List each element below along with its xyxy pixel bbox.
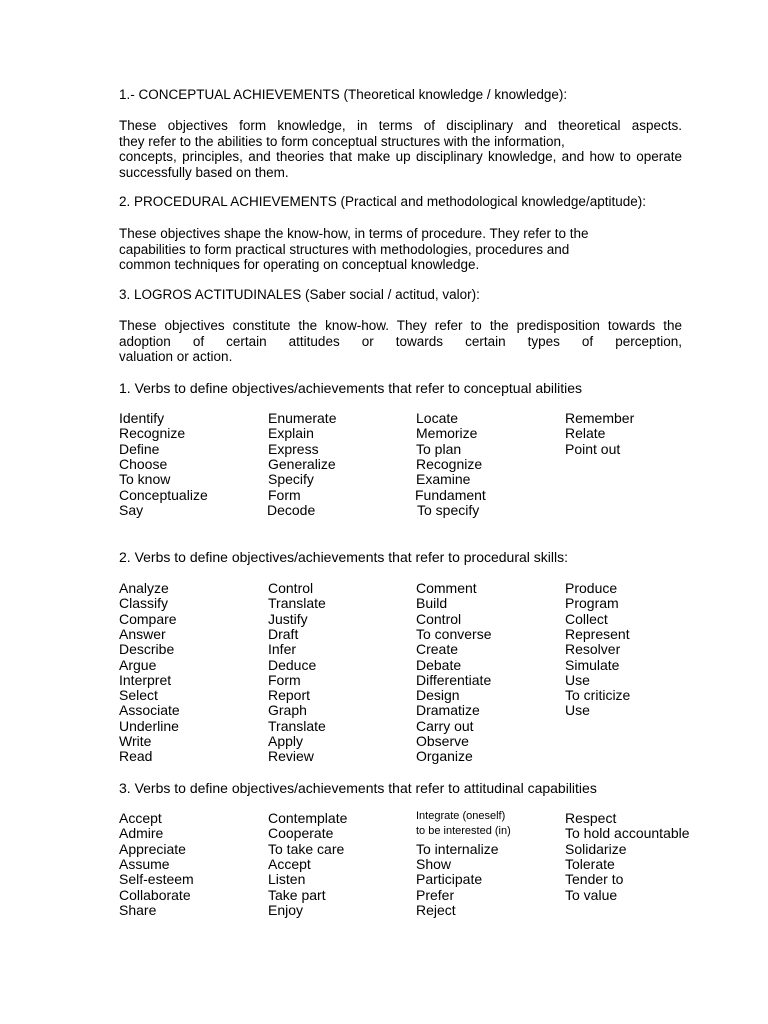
verb-cell: To converse <box>416 625 492 642</box>
verb-cell: Answer <box>119 625 166 642</box>
verb-cell: Solidarize <box>565 840 627 857</box>
conceptual-verbs-title: 1. Verbs to define objectives/achievements that refer to conceptual abilities <box>119 380 583 396</box>
verb-cell: Respect <box>565 810 617 826</box>
verb-row <box>119 842 719 857</box>
verb-cell: Share <box>119 901 157 918</box>
verb-cell: To plan <box>416 440 462 457</box>
verb-cell: Control <box>268 580 314 596</box>
verb-cell: Represent <box>565 625 630 642</box>
verb-cell: Recognize <box>416 455 483 472</box>
verb-cell: Examine <box>416 471 471 488</box>
verb-cell: To internalize <box>416 840 499 857</box>
paragraph-line: valuation or action. <box>119 349 233 364</box>
verb-row <box>119 857 719 872</box>
verb-row <box>119 442 719 457</box>
verb-cell: Specify <box>268 471 314 488</box>
verb-cell: Control <box>416 610 462 627</box>
verb-cell: Program <box>565 595 619 612</box>
verb-cell: Justify <box>268 610 308 627</box>
verb-cell: Comment <box>416 580 477 596</box>
verb-cell: Fundament <box>415 486 486 503</box>
verb-cell: Decode <box>267 501 316 518</box>
verb-cell: Review <box>268 748 314 765</box>
verb-row <box>119 719 719 734</box>
verb-cell: Relate <box>565 425 606 442</box>
verb-cell: Observe <box>416 733 469 749</box>
verb-cell: Listen <box>268 871 306 888</box>
verb-row <box>119 596 719 611</box>
verb-row <box>119 503 719 518</box>
paragraph-line: concepts, principles, and theories that make up disciplinary knowledge, and how to operate <box>119 149 682 164</box>
procedural-heading: 2. PROCEDURAL ACHIEVEMENTS (Practical and methodological knowledge/aptitude): <box>119 194 646 209</box>
conceptual-heading: 1.- CONCEPTUAL ACHIEVEMENTS (Theoretical knowledge / knowledge): <box>119 87 568 102</box>
verb-cell: Take part <box>268 886 326 903</box>
verb-cell: Choose <box>119 455 168 472</box>
paragraph-line: These objectives shape the know-how, in terms of procedure. They refer to the <box>119 226 589 241</box>
verb-cell: Write <box>119 733 152 749</box>
verb-cell: Participate <box>416 871 483 888</box>
verb-cell: Dramatize <box>416 702 480 719</box>
verb-cell: Organize <box>416 748 473 765</box>
verb-cell: Infer <box>268 641 297 658</box>
verb-row <box>119 426 719 441</box>
verb-cell: To take care <box>268 840 345 857</box>
verb-cell: To value <box>565 886 618 903</box>
verb-cell: Remember <box>565 410 635 426</box>
verb-cell: Design <box>416 687 460 704</box>
verb-cell: Translate <box>268 717 326 734</box>
verb-cell: Enjoy <box>268 901 304 918</box>
verb-row <box>119 903 719 918</box>
attitudinal-verbs-title: 3. Verbs to define objectives/achievements that refer to attitudinal capabilities <box>119 780 597 796</box>
verb-cell: Describe <box>119 641 175 658</box>
verb-row <box>119 658 719 673</box>
verb-cell: Integrate (oneself) <box>416 810 506 822</box>
verb-cell: Debate <box>416 656 462 673</box>
conceptual-paragraph <box>119 118 682 180</box>
attitudinal-heading: 3. LOGROS ACTITUDINALES (Saber social / actitud, valor): <box>119 287 480 302</box>
verb-cell: Explain <box>268 425 314 442</box>
verb-row <box>119 749 719 764</box>
verb-row <box>119 872 719 887</box>
verb-cell: Conceptualize <box>119 486 208 503</box>
verb-cell: Report <box>268 687 311 704</box>
verb-cell: Accept <box>119 810 162 826</box>
verb-row <box>119 688 719 703</box>
verb-cell: Express <box>268 440 319 457</box>
paragraph-line: capabilities to form practical structures with methodologies, procedures and <box>119 241 570 257</box>
verb-cell: Use <box>565 671 590 688</box>
verb-cell: Self-esteem <box>119 871 194 888</box>
verb-cell: Enumerate <box>268 410 337 426</box>
verb-cell: to be interested (in) <box>416 825 511 838</box>
verb-cell: Carry out <box>416 717 474 734</box>
verb-cell: Assume <box>119 855 170 872</box>
verb-row <box>119 734 719 749</box>
verb-cell: Collaborate <box>119 886 191 903</box>
verb-cell: Resolver <box>565 641 621 658</box>
verb-cell: Tolerate <box>565 855 615 872</box>
verb-cell: Translate <box>268 595 326 612</box>
verb-cell: Locate <box>416 410 459 426</box>
verb-cell: Tender to <box>565 871 624 888</box>
paragraph-line: they refer to the abilities to form conceptual structures with the information, <box>119 133 565 149</box>
verb-cell: Create <box>416 641 459 658</box>
verb-cell: Compare <box>119 610 177 627</box>
paragraph-line: These objectives constitute the know-how. They refer to the predisposition towards the <box>119 318 682 333</box>
paragraph-line: These objectives form knowledge, in terms of disciplinary and theoretical aspects. <box>119 118 682 133</box>
verb-cell: Draft <box>268 625 299 642</box>
verb-cell: Analyze <box>119 580 169 596</box>
verb-cell: Argue <box>119 656 157 673</box>
verb-cell: Accept <box>268 855 311 872</box>
verb-row <box>119 488 719 503</box>
verb-cell: Say <box>119 501 144 518</box>
paragraph-line: common techniques for operating on conceptual knowledge. <box>119 257 480 272</box>
verb-cell: To criticize <box>565 687 631 704</box>
verb-row <box>119 581 719 596</box>
paragraph-line: successfully based on them. <box>119 164 289 180</box>
verb-row <box>119 612 719 627</box>
verb-cell: Contemplate <box>268 810 348 826</box>
verb-row <box>119 411 719 426</box>
verb-row <box>119 627 719 642</box>
verb-cell: Classify <box>119 595 169 612</box>
verb-cell: Build <box>416 595 448 612</box>
verb-row <box>119 642 719 657</box>
verb-row <box>119 888 719 903</box>
verb-cell: To know <box>119 471 171 488</box>
verb-cell: Select <box>119 687 158 704</box>
verb-row <box>119 673 719 688</box>
verb-cell: Read <box>119 748 153 765</box>
verb-cell: Admire <box>119 825 164 842</box>
procedural-verbs-title: 2. Verbs to define objectives/achievements that refer to procedural skills: <box>119 549 569 565</box>
verb-cell: Generalize <box>268 455 336 472</box>
verb-cell: Apply <box>268 733 304 749</box>
verb-cell: Associate <box>119 702 180 719</box>
verb-cell: Define <box>119 440 160 457</box>
verb-cell: Interpret <box>119 671 172 688</box>
verb-cell: Collect <box>565 610 608 627</box>
paragraph-line: adoption of certain attitudes or towards certain types of perception, <box>119 333 682 349</box>
verb-cell: Memorize <box>416 425 478 442</box>
verb-row <box>119 472 719 487</box>
verb-cell: Simulate <box>565 656 620 673</box>
verb-cell: Point out <box>565 440 621 457</box>
verb-row <box>119 826 719 841</box>
verb-cell: Identify <box>119 410 165 426</box>
verb-cell: Use <box>565 702 590 719</box>
verb-cell: Deduce <box>268 656 317 673</box>
verb-row <box>119 703 719 718</box>
verb-row <box>119 457 719 472</box>
verb-cell: Show <box>416 855 452 872</box>
verb-cell: Form <box>268 671 301 688</box>
verb-cell: Differentiate <box>416 671 492 688</box>
verb-cell: Prefer <box>416 886 455 903</box>
verb-cell: Recognize <box>119 425 186 442</box>
verb-cell: Reject <box>416 901 456 918</box>
procedural-paragraph <box>119 226 682 273</box>
verb-cell: Underline <box>119 717 179 734</box>
verb-cell: To specify <box>417 501 480 518</box>
verb-cell: Graph <box>268 702 307 719</box>
verb-cell: Cooperate <box>268 825 334 842</box>
attitudinal-paragraph <box>119 318 682 365</box>
verb-cell: To hold accountable <box>565 825 690 842</box>
verb-cell: Appreciate <box>119 840 186 857</box>
verb-cell: Form <box>268 486 301 503</box>
verb-cell: Produce <box>565 580 618 596</box>
